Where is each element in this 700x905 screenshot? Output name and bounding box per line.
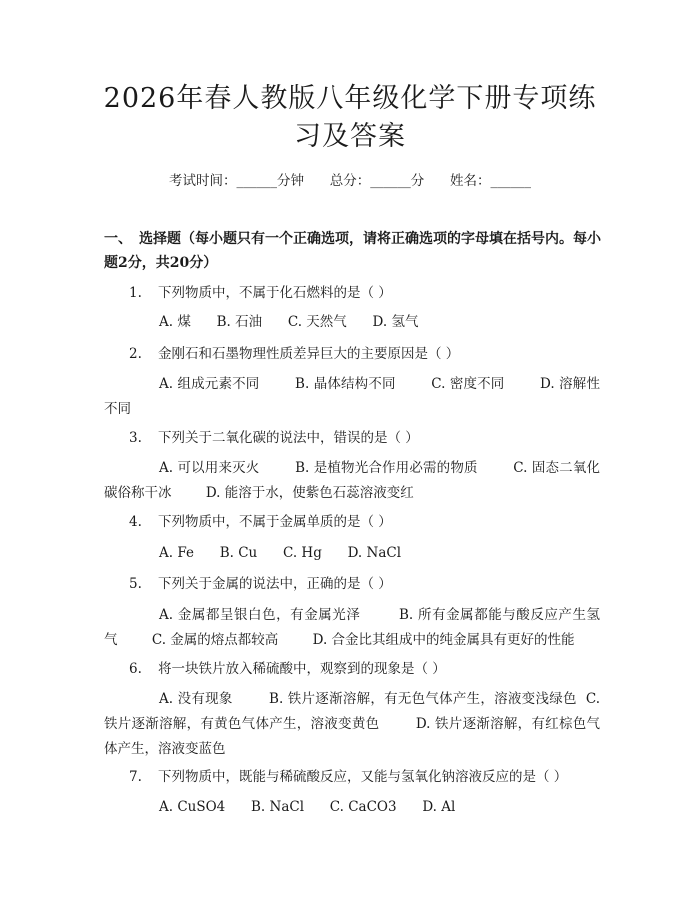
question-2-options (104, 372, 600, 422)
option-b: B. 铁片逐渐溶解，有无色气体产生，溶液变浅绿色 (269, 691, 577, 707)
option-b: B. 所有金属都能与酸反应产生氢气 (104, 607, 600, 648)
question-4 (129, 511, 599, 533)
question-2 (129, 343, 599, 365)
question-6-options (104, 687, 600, 762)
question-7 (129, 766, 599, 788)
question-text: 金刚石和石墨物理性质差异巨大的主要原因是（ ） (158, 346, 460, 362)
question-text: 下列物质中，不属于化石燃料的是（ ） (158, 285, 392, 301)
option-b: B. 晶体结构不同 (295, 376, 396, 392)
question-number: 4. (129, 514, 142, 530)
question-number: 7. (129, 769, 142, 785)
option-d: D. 铁片逐渐溶解，有红棕色气体产生，溶液变蓝色 (104, 716, 600, 757)
question-text: 下列关于金属的说法中，正确的是（ ） (158, 576, 392, 592)
option-a: A. 没有现象 (159, 691, 233, 707)
document-title: 2026年春人教版八年级化学下册专项练习及答案 (103, 83, 597, 152)
question-number: 1. (129, 285, 142, 301)
option-a: A. CuSO4 (159, 799, 226, 815)
option-a: A. Fe (159, 545, 194, 561)
question-number: 2. (129, 346, 142, 362)
question-number: 6. (129, 661, 142, 677)
question-1-options (104, 310, 600, 335)
question-text: 下列物质中，既能与稀硫酸反应，又能与氢氧化钠溶液反应的是（ ） (158, 769, 568, 785)
option-d: D. 合金比其组成中的纯金属具有更好的性能 (312, 632, 575, 648)
option-b: B. NaCl (251, 799, 305, 815)
option-c: C. CaCO3 (329, 799, 397, 815)
option-a: A. 煤 (159, 314, 191, 330)
question-6 (129, 658, 599, 680)
option-d: D. Al (422, 799, 456, 815)
exam-info-line: 考试时间：______分钟 总分：______分 姓名：______ (169, 173, 531, 189)
option-d: D. 能溶于水，使紫色石蕊溶液变红 (205, 485, 414, 501)
option-b: B. 是植物光合作用必需的物质 (295, 460, 478, 476)
option-a: A. 金属都呈银白色，有金属光泽 (159, 607, 361, 623)
question-3 (129, 427, 599, 449)
option-c: C. Hg (282, 545, 322, 561)
option-c: C. 天然气 (287, 314, 347, 330)
option-d: D. 溶解性不同 (104, 376, 600, 417)
question-text: 下列物质中，不属于金属单质的是（ ） (158, 514, 392, 530)
section-heading: 一、 选择题（每小题只有一个正确选项，请将正确选项的字母填在括号内。每小题2分，共20分） (104, 231, 601, 271)
question-4-options (104, 541, 600, 566)
question-5 (129, 573, 599, 595)
option-c: C. 铁片逐渐溶解，有黄色气体产生，溶液变黄色 (104, 691, 600, 732)
question-number: 5. (129, 576, 142, 592)
question-5-options (104, 603, 600, 653)
option-a: A. 可以用来灭火 (159, 460, 260, 476)
option-b: B. 石油 (216, 314, 263, 330)
question-text: 下列关于二氧化碳的说法中，错误的是（ ） (158, 430, 419, 446)
question-1 (129, 282, 599, 304)
option-c: C. 固态二氧化碳俗称干冰 (104, 460, 600, 501)
question-3-options (104, 456, 600, 506)
option-a: A. 组成元素不同 (159, 376, 260, 392)
option-b: B. Cu (219, 545, 258, 561)
option-d: D. 氢气 (372, 314, 419, 330)
question-number: 3. (129, 430, 142, 446)
question-7-options (104, 795, 600, 820)
option-c: C. 金属的熔点都较高 (151, 632, 279, 648)
option-c: C. 密度不同 (431, 376, 505, 392)
question-text: 将一块铁片放入稀硫酸中，观察到的现象是（ ） (158, 661, 446, 677)
option-d: D. NaCl (347, 545, 402, 561)
